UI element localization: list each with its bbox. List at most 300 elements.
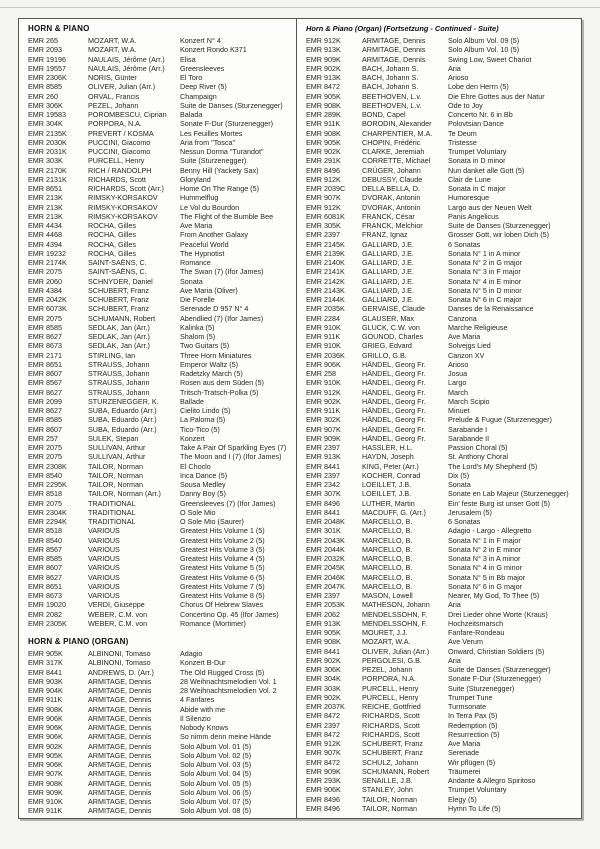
composer-name: OLIVER, Julian (Arr.) (362, 646, 430, 656)
piece-title: Concertino Op. 45 (Ifor James) (180, 609, 279, 619)
piece-title: Sonata N° 5 in Bb major (448, 572, 526, 582)
catalog-row (28, 369, 292, 378)
catalog-row (28, 526, 292, 535)
piece-title: Sonata N° 2 in G major (448, 258, 522, 267)
piece-title: Solvejgs Lied (448, 341, 491, 351)
emr-number: EMR 305K (306, 221, 341, 230)
composer-name: MARCELLO, B. (362, 535, 413, 545)
piece-title: Greatest Hits Volume 7 (5) (180, 581, 265, 591)
catalog-row (28, 779, 292, 788)
piece-title: Minuet (448, 406, 470, 415)
catalog-row (306, 184, 577, 193)
emr-number: EMR 911K (306, 406, 341, 415)
catalog-row (306, 674, 577, 683)
catalog-row (306, 82, 577, 91)
emr-number: EMR 902K (28, 741, 63, 751)
catalog-row (28, 434, 292, 443)
catalog-row (306, 508, 577, 517)
piece-title: Radetzky March (5) (180, 369, 243, 378)
catalog-row (306, 684, 577, 693)
composer-name: PUCCINI, Giacomo (88, 147, 151, 156)
catalog-row (306, 314, 577, 323)
composer-name: ROCHA, Gilles (88, 230, 136, 240)
piece-title: Champaign (180, 91, 217, 101)
composer-name: MENDELSSOHN, F. (362, 609, 428, 619)
catalog-row (306, 258, 577, 267)
composer-name: ARMITAGE, Dennis (88, 741, 152, 751)
piece-title: 28 Weihnachtsmelodien Vol. 2 (180, 686, 277, 695)
emr-number: EMR 8540 (28, 535, 62, 545)
emr-number: EMR 905K (28, 750, 63, 760)
emr-number: EMR 257 (28, 433, 58, 443)
composer-name: RIMSKY-KORSAKOV (88, 193, 158, 203)
composer-name: ARMITAGE, Dennis (362, 45, 426, 55)
composer-name: POROMBESCU, Ciprian (88, 110, 167, 119)
emr-number: EMR 906K (28, 723, 63, 732)
emr-number: EMR 4468 (28, 230, 62, 240)
piece-title: Sousa Medley (180, 480, 226, 489)
emr-number: EMR 2397 (306, 591, 340, 600)
composer-name: MOZART, W.A. (88, 36, 137, 45)
emr-number: EMR 291K (306, 156, 341, 166)
composer-name: ORVAL, Francis (88, 91, 140, 101)
emr-number: EMR 8441 (306, 507, 340, 517)
catalog-row (306, 591, 577, 600)
emr-number: EMR 307K (306, 489, 341, 499)
composer-name: FRANCK, César (362, 211, 415, 221)
catalog-row (306, 554, 577, 563)
catalog-row (306, 600, 577, 609)
composer-name: DVORAK, Antonin (362, 202, 421, 212)
catalog-row (306, 795, 577, 804)
piece-title: Solo Album Vol. 10 (5) (448, 45, 520, 55)
piece-title: Largo aus der Neuen Welt (448, 202, 532, 212)
emr-number: EMR 2397 (306, 470, 340, 480)
composer-name: STURZENEGGER, K. (88, 396, 159, 406)
catalog-row (28, 267, 292, 276)
composer-name: MACDUFF, G. (Arr.) (362, 507, 426, 517)
emr-number: EMR 913K (306, 618, 341, 628)
catalog-row (306, 739, 577, 748)
composer-name: CORRETTE, Michael (362, 156, 431, 166)
emr-number: EMR 8651 (28, 359, 62, 369)
catalog-row (306, 545, 577, 554)
piece-title: Aria from "Tosca" (180, 137, 236, 147)
emr-number: EMR 2036K (306, 350, 345, 360)
emr-number: EMR 4434 (28, 221, 62, 230)
catalog-row (306, 73, 577, 82)
piece-title: Danses de la Renaissance (448, 304, 534, 314)
catalog-row (28, 649, 292, 658)
catalog-row (306, 804, 577, 813)
catalog-row (306, 785, 577, 794)
piece-title: Jerusalem (5) (448, 507, 492, 517)
composer-name: TAILOR, Norman (88, 461, 143, 471)
composer-name: HÄNDEL, Georg Fr. (362, 433, 426, 443)
catalog-row (28, 600, 292, 609)
composer-name: MENDELSSOHN, F. (362, 618, 428, 628)
emr-number: EMR 2397 (306, 720, 340, 730)
emr-number: EMR 8651 (28, 184, 62, 193)
catalog-row (28, 138, 292, 147)
piece-title: Ave Maria (Oliver) (180, 285, 238, 295)
piece-title: Sonata N° 4 in E minor (448, 276, 522, 286)
piece-title: Nearer, My God, To Thee (5) (448, 591, 540, 600)
piece-title: St. Anthony Choral (448, 452, 508, 462)
composer-name: MARCELLO, B. (362, 563, 413, 573)
catalog-row (306, 138, 577, 147)
composer-name: VARIOUS (88, 591, 120, 600)
emr-number: EMR 911K (306, 119, 341, 129)
composer-name: SCHUBERT, Franz (362, 748, 423, 758)
emr-number: EMR 906K (306, 785, 341, 795)
catalog-row (306, 480, 577, 489)
emr-number: EMR 2143K (306, 285, 345, 295)
emr-number: EMR 304K (306, 674, 341, 684)
composer-name: PERGOLESI, G.B. (362, 655, 422, 665)
catalog-row (306, 758, 577, 767)
catalog-row (28, 797, 292, 806)
composer-name: MASON, Lowell (362, 591, 413, 600)
piece-title: Nobody Knows (180, 723, 229, 732)
catalog-row (28, 462, 292, 471)
emr-number: EMR 8567 (28, 378, 62, 388)
catalog-row (28, 230, 292, 239)
composer-name: TAILOR, Norman (362, 794, 417, 804)
page-top-rule (0, 7, 600, 8)
piece-title: Solo Album Vol. 02 (5) (180, 750, 252, 760)
composer-name: TRADITIONAL (88, 507, 136, 517)
emr-number: EMR 289K (306, 110, 341, 119)
piece-title: Aria (448, 655, 461, 665)
composer-name: GALLIARD, J.E. (362, 248, 414, 258)
emr-number: EMR 2047K (306, 581, 345, 591)
piece-title: Ballade (180, 396, 204, 406)
piece-title: Clair de Lune (448, 174, 491, 184)
piece-title: March Scipio (448, 396, 490, 406)
emr-number: EMR 8585 (28, 415, 62, 425)
emr-number: EMR 8673 (28, 341, 62, 351)
composer-name: ARMITAGE, Dennis (88, 750, 152, 760)
piece-title: 28 Weihnachtsmelodien Vol. 1 (180, 676, 277, 686)
composer-name: ARMITAGE, Dennis (88, 797, 152, 806)
composer-name: GALLIARD, J.E. (362, 267, 414, 277)
emr-number: EMR 912K (306, 36, 341, 45)
emr-number: EMR 8607 (28, 563, 62, 573)
piece-title: Romance (Mortimer) (180, 618, 246, 628)
emr-number: EMR 8441 (306, 461, 340, 471)
piece-title: Ave Verum (448, 637, 484, 647)
right-column (297, 19, 581, 818)
emr-number: EMR 8567 (28, 544, 62, 554)
composer-name: VARIOUS (88, 554, 120, 563)
emr-number: EMR 2075 (28, 498, 62, 508)
piece-title: Cielito Lindo (5) (180, 406, 231, 415)
piece-title: Solo Album Vol. 03 (5) (180, 760, 252, 769)
composer-name: HAYDN, Joseph (362, 452, 414, 462)
piece-title: Inca Dance (5) (180, 470, 228, 480)
composer-name: BACH, Johann S. (362, 73, 419, 82)
piece-title: Le Vol du Bourdon (180, 202, 240, 212)
composer-name: GALLIARD, J.E. (362, 276, 414, 286)
catalog-row (306, 64, 577, 73)
emr-number: EMR 8585 (28, 82, 62, 92)
emr-number: EMR 303K (306, 683, 341, 693)
catalog-row (306, 36, 577, 45)
piece-title: Fanfare-Rondeau (448, 628, 505, 637)
composer-name: MOZART, W.A. (362, 637, 411, 647)
composer-name: MARCELLO, B. (362, 554, 413, 563)
composer-name: GALLIARD, J.E. (362, 239, 414, 249)
catalog-row (28, 591, 292, 600)
catalog-row (28, 517, 292, 526)
emr-number: EMR 910K (306, 378, 341, 388)
catalog-row (306, 166, 577, 175)
composer-name: VARIOUS (88, 544, 120, 554)
catalog-row (28, 193, 292, 202)
composer-name: PORPORA, N.A. (362, 674, 416, 684)
piece-title: Adagio - Largo - Allegretto (448, 526, 532, 536)
piece-title: Greatest Hits Volume 5 (5) (180, 563, 265, 573)
catalog-row (28, 129, 292, 138)
composer-name: SCHNYDER, Daniel (88, 276, 153, 286)
piece-title: Redemption (5) (448, 720, 498, 730)
catalog-row (28, 221, 292, 230)
catalog-row (306, 230, 577, 239)
catalog-row (28, 110, 292, 119)
composer-name: HÄNDEL, Georg Fr. (362, 424, 426, 434)
piece-title: Sonata in C major (448, 184, 506, 193)
composer-name: HÄNDEL, Georg Fr. (362, 387, 426, 397)
piece-title: Emperor Waltz (5) (180, 359, 239, 369)
piece-title: Elisa (180, 54, 196, 64)
emr-number: EMR 2139K (306, 248, 345, 258)
left-column (19, 19, 297, 818)
piece-title: Romance (180, 258, 211, 267)
emr-number: EMR 2032K (306, 554, 345, 563)
piece-title: The Moon and I (7) (Ifor James) (180, 452, 282, 462)
emr-number: EMR 2075 (28, 267, 62, 277)
catalog-row (28, 101, 292, 110)
composer-name: LOEILLET, J.B. (362, 489, 412, 499)
catalog-row (28, 554, 292, 563)
emr-number: EMR 909K (306, 766, 341, 776)
piece-title: Three Horn Miniatures (180, 350, 252, 360)
emr-number: EMR 2045K (306, 563, 345, 573)
composer-name: WEBER, C.M. von (88, 618, 148, 628)
catalog-row (306, 295, 577, 304)
composer-name: PURCELL, Henry (362, 683, 419, 693)
emr-number: EMR 913K (306, 452, 341, 462)
composer-name: TAILOR, Norman (362, 803, 417, 813)
composer-name: NAULAIS, Jérôme (Arr.) (88, 63, 165, 73)
piece-title: Passion Choral (5) (448, 443, 508, 452)
piece-title: Polovtsian Dance (448, 119, 504, 129)
composer-name: VARIOUS (88, 526, 120, 536)
emr-number: EMR 2131K (28, 174, 67, 184)
composer-name: GALLIARD, J.E. (362, 295, 414, 304)
catalog-row (306, 582, 577, 591)
emr-number: EMR 8607 (28, 369, 62, 378)
composer-name: GERVAISE, Claude (362, 304, 425, 314)
emr-number: EMR 2043K (306, 535, 345, 545)
catalog-row (28, 760, 292, 769)
piece-title: The Hypnotist (180, 248, 225, 258)
composer-name: SUBA, Eduardo (Arr.) (88, 415, 157, 425)
piece-title: 6 Sonatas (448, 517, 481, 526)
emr-number: EMR 317K (28, 658, 63, 668)
composer-name: PURCELL, Henry (362, 692, 419, 702)
emr-number: EMR 2039C (306, 184, 346, 193)
piece-title: Sonate F-Dur (Sturzenegger) (448, 674, 542, 684)
catalog-row (306, 397, 577, 406)
catalog-row (306, 702, 577, 711)
composer-name: SCHUBERT, Franz (362, 739, 423, 748)
catalog-row (28, 82, 292, 91)
composer-name: SULLIVAN, Arthur (88, 452, 146, 462)
composer-name: RICH / RANDOLPH (88, 165, 152, 175)
emr-number: EMR 265 (28, 36, 58, 45)
piece-title: The Swan (7) (Ifor James) (180, 267, 264, 277)
emr-number: EMR 907K (28, 769, 63, 779)
piece-title: Largo (448, 378, 467, 388)
emr-number: EMR 4394 (28, 239, 62, 249)
catalog-row (306, 360, 577, 369)
emr-number: EMR 912K (306, 174, 341, 184)
catalog-row (306, 55, 577, 64)
composer-name: ARMITAGE, Dennis (88, 769, 152, 779)
emr-number: EMR 908K (306, 128, 341, 138)
composer-name: GRIEG, Edvard (362, 341, 412, 351)
piece-title: Drei Lieder ohne Worte (Kraus) (448, 609, 548, 619)
piece-title: Suite (Sturzenegger) (180, 156, 247, 166)
catalog-row (306, 240, 577, 249)
composer-name: ARMITAGE, Dennis (88, 676, 152, 686)
composer-name: KOCHER, Conrad (362, 470, 421, 480)
piece-title: Arioso (448, 73, 469, 82)
piece-title: Onward, Christian Soldiers (5) (448, 646, 545, 656)
catalog-row (306, 499, 577, 508)
emr-number: EMR 912K (306, 387, 341, 397)
composer-name: WEBER, C.M. von (88, 609, 148, 619)
catalog-row (306, 277, 577, 286)
composer-name: GOUNOD, Charles (362, 332, 424, 341)
composer-name: ARMITAGE, Dennis (88, 760, 152, 769)
catalog-row (28, 73, 292, 82)
catalog-row (28, 286, 292, 295)
catalog-row (28, 249, 292, 258)
piece-title: Sonata N° 5 in D minor (448, 285, 522, 295)
emr-number: EMR 19020 (28, 600, 66, 610)
emr-number: EMR 2075 (28, 452, 62, 462)
composer-name: ALBINONI, Tomaso (88, 658, 151, 668)
catalog-row (28, 351, 292, 360)
catalog-row (28, 415, 292, 424)
catalog-row (28, 388, 292, 397)
composer-name: FRANCK, Melchior (362, 221, 423, 230)
catalog-row (306, 443, 577, 452)
emr-number: EMR 913K (306, 45, 341, 55)
composer-name: ANDREWS, D. (Arr.) (88, 667, 154, 677)
piece-title: Sonate F-Dur (Sturzenegger) (180, 119, 274, 129)
composer-name: VERDI, Giuseppe (88, 600, 145, 610)
composer-name: ARMITAGE, Dennis (362, 36, 426, 45)
emr-number: EMR 908K (28, 778, 63, 788)
catalog-row (28, 425, 292, 434)
piece-title: Canzon XV (448, 350, 485, 360)
catalog-row (306, 203, 577, 212)
catalog-row (306, 434, 577, 443)
emr-number: EMR 4384 (28, 285, 62, 295)
emr-number: EMR 19232 (28, 248, 66, 258)
composer-name: TRADITIONAL (88, 517, 136, 526)
piece-title: Tico-Tico (5) (180, 424, 220, 434)
piece-title: Die Ehre Gottes aus der Natur (448, 91, 545, 101)
piece-title: Solo Album Vol. 04 (5) (180, 769, 252, 779)
catalog-row (28, 156, 292, 165)
composer-name: ARMITAGE, Dennis (88, 787, 152, 797)
catalog-row (28, 563, 292, 572)
piece-title: Lobe den Herrn (5) (448, 82, 509, 92)
catalog-row (306, 647, 577, 656)
piece-title: Abendlied (7) (Ifor James) (180, 313, 264, 323)
composer-name: NORIS, Günter (88, 73, 137, 82)
composer-name: MARCELLO, B. (362, 526, 413, 536)
emr-number: EMR 906K (306, 359, 341, 369)
catalog-row (28, 277, 292, 286)
catalog-row (306, 693, 577, 702)
piece-title: Deep River (5) (180, 82, 227, 92)
piece-title: Tritsch-Tratsch-Polka (5) (180, 387, 259, 397)
composer-name: SUBA, Eduardo (Arr.) (88, 406, 157, 415)
emr-number: EMR 2042K (28, 295, 67, 304)
piece-title: Swing Low, Sweet Chariot (448, 54, 532, 64)
piece-title: Benny Hill (Yackety Sax) (180, 165, 259, 175)
piece-title: Andante & Allegro Spiritoso (448, 776, 536, 785)
catalog-row (306, 388, 577, 397)
section-title: HORN & PIANO (ORGAN) (28, 637, 129, 646)
catalog-row (306, 351, 577, 360)
catalog-row (28, 677, 292, 686)
piece-title: Marche Religieuse (448, 322, 508, 332)
emr-number: EMR 6081K (306, 211, 345, 221)
composer-name: STRAUSS, Johann (88, 369, 150, 378)
emr-number: EMR 8496 (306, 498, 340, 508)
emr-number: EMR 910K (28, 797, 63, 806)
composer-name: SCHULZ, Johann (362, 757, 419, 767)
composer-name: ROCHA, Gilles (88, 239, 136, 249)
piece-title: Serenade D 957 N° 4 (180, 304, 249, 314)
composer-name: SULLIVAN, Arthur (88, 443, 146, 452)
piece-title: Te Deum (448, 128, 477, 138)
composer-name: SCHUBERT, Franz (88, 285, 149, 295)
emr-number: EMR 902K (306, 147, 341, 156)
emr-number: EMR 19557 (28, 63, 66, 73)
catalog-row (28, 36, 292, 45)
piece-title: Konzert B-Dur (180, 658, 226, 668)
piece-title: Concerto Nr. 6 in Bb (448, 110, 513, 119)
piece-title: Greensleeves (7) (Ifor James) (180, 498, 276, 508)
emr-number: EMR 2304K (28, 507, 67, 517)
composer-name: ALBINONI, Tomaso (88, 649, 151, 658)
catalog-row (306, 489, 577, 498)
composer-name: MARCELLO, B. (362, 572, 413, 582)
catalog-row (28, 360, 292, 369)
piece-title: Sonate en Lab Majeur (Sturzenegger) (448, 489, 569, 499)
catalog-row (306, 517, 577, 526)
piece-title: Serenade (448, 748, 480, 758)
emr-number: EMR 911K (306, 332, 341, 341)
